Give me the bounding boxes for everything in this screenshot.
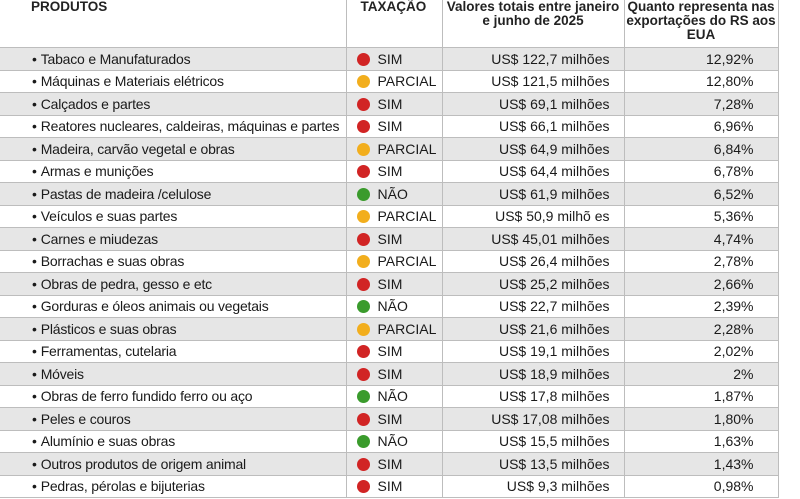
bullet-icon: • [32,388,37,405]
header-taxacao: TAXAÇÃO [346,0,442,48]
taxation-cell [346,160,442,183]
status-dot-icon [357,188,370,201]
taxation-cell [346,183,442,206]
taxation-cell [346,48,442,71]
status-dot-icon [357,458,370,471]
header-produtos: PRODUTOS [0,0,346,48]
percent-cell: 1,43% [624,453,778,476]
percent-cell: 5,36% [624,205,778,228]
header-gap [778,0,800,48]
gap-cell [778,250,800,273]
taxation-status: SIM [377,230,403,247]
value-cell: US$ 122,7 milhões [442,48,624,71]
table-row [0,363,800,386]
header-valores: Valores totais entre janeiro e junho de 2025 [442,0,624,48]
product-name: Madeira, carvão vegetal e obras [40,140,235,157]
gap-cell [778,205,800,228]
bullet-icon: • [32,230,37,247]
bullet-icon: • [32,478,37,495]
table-row [0,340,800,363]
product-cell [0,183,346,206]
bullet-icon: • [32,73,37,90]
table-row [0,228,800,251]
taxation-cell [346,430,442,453]
taxation-status: SIM [377,365,403,382]
percent-cell: 2% [624,363,778,386]
value-cell: US$ 61,9 milhões [442,183,624,206]
percent-cell: 1,87% [624,385,778,408]
taxation-cell [346,295,442,318]
product-cell [0,48,346,71]
product-cell [0,408,346,431]
gap-cell [778,340,800,363]
value-cell: US$ 50,9 milhõ es [442,205,624,228]
percent-cell: 2,78% [624,250,778,273]
percent-cell: 6,96% [624,115,778,138]
status-dot-icon [357,75,370,88]
status-dot-icon [357,165,370,178]
taxation-status: NÃO [377,185,408,202]
gap-cell [778,295,800,318]
percent-cell: 0,98% [624,475,778,498]
status-dot-icon [357,53,370,66]
product-name: Obras de ferro fundido ferro ou aço [40,388,253,405]
taxation-cell [346,228,442,251]
taxation-cell [346,318,442,341]
product-cell [0,228,346,251]
table-body [0,48,800,498]
taxation-status: SIM [377,95,403,112]
value-cell: US$ 17,8 milhões [442,385,624,408]
product-cell [0,205,346,228]
status-dot-icon [357,390,370,403]
product-cell [0,250,346,273]
bullet-icon: • [32,410,37,427]
bullet-icon: • [32,253,37,270]
taxation-status: PARCIAL [377,140,437,157]
taxation-status: PARCIAL [377,73,437,90]
table-header [0,0,800,48]
status-dot-icon [357,255,370,268]
bullet-icon: • [32,343,37,360]
taxation-cell [346,363,442,386]
product-cell [0,160,346,183]
gap-cell [778,70,800,93]
taxation-status: PARCIAL [377,253,437,270]
status-dot-icon [357,98,370,111]
table-row [0,138,800,161]
percent-cell: 2,28% [624,318,778,341]
taxation-cell [346,453,442,476]
status-dot-icon [357,300,370,313]
percent-cell: 6,52% [624,183,778,206]
taxation-status: SIM [377,163,403,180]
value-cell: US$ 121,5 milhões [442,70,624,93]
percent-cell: 6,78% [624,160,778,183]
table-row [0,475,800,498]
product-cell [0,93,346,116]
product-name: Plásticos e suas obras [40,320,177,337]
gap-cell [778,453,800,476]
product-name: Calçados e partes [40,95,151,112]
product-cell [0,115,346,138]
gap-cell [778,183,800,206]
percent-cell: 12,92% [624,48,778,71]
status-dot-icon [357,435,370,448]
table-row [0,115,800,138]
percent-cell: 1,80% [624,408,778,431]
taxation-status: SIM [377,50,403,67]
product-name: Pastas de madeira /celulose [40,185,212,202]
gap-cell [778,138,800,161]
product-cell [0,340,346,363]
bullet-icon: • [32,185,37,202]
product-cell [0,138,346,161]
percent-cell: 12,80% [624,70,778,93]
value-cell: US$ 17,08 milhões [442,408,624,431]
gap-cell [778,115,800,138]
taxation-status: SIM [377,343,403,360]
product-name: Reatores nucleares, caldeiras, máquinas e partes [40,118,340,135]
table-row [0,93,800,116]
taxation-status: SIM [377,455,403,472]
value-cell: US$ 13,5 milhões [442,453,624,476]
bullet-icon: • [32,140,37,157]
product-name: Alumínio e suas obras [40,433,176,450]
value-cell: US$ 15,5 milhões [442,430,624,453]
product-cell [0,385,346,408]
status-dot-icon [357,413,370,426]
status-dot-icon [357,323,370,336]
product-cell [0,453,346,476]
product-cell [0,273,346,296]
taxation-cell [346,385,442,408]
value-cell: US$ 64,4 milhões [442,160,624,183]
percent-cell: 7,28% [624,93,778,116]
value-cell: US$ 21,6 milhões [442,318,624,341]
status-dot-icon [357,233,370,246]
value-cell: US$ 64,9 milhões [442,138,624,161]
taxation-cell [346,273,442,296]
status-dot-icon [357,368,370,381]
product-cell [0,475,346,498]
taxation-cell [346,70,442,93]
percent-cell: 2,02% [624,340,778,363]
bullet-icon: • [32,455,37,472]
gap-cell [778,385,800,408]
table-row [0,408,800,431]
taxation-status: PARCIAL [377,320,437,337]
taxation-status: NÃO [377,298,408,315]
value-cell: US$ 69,1 milhões [442,93,624,116]
gap-cell [778,228,800,251]
percent-cell: 6,84% [624,138,778,161]
header-quanto: Quanto representa nas exportações do RS aos EUA [624,0,778,48]
taxation-cell [346,408,442,431]
percent-cell: 4,74% [624,228,778,251]
gap-cell [778,93,800,116]
taxation-status: SIM [377,478,403,495]
bullet-icon: • [32,298,37,315]
status-dot-icon [357,210,370,223]
table-row [0,48,800,71]
table-row [0,183,800,206]
taxation-status: SIM [377,410,403,427]
value-cell: US$ 26,4 milhões [442,250,624,273]
value-cell: US$ 45,01 milhões [442,228,624,251]
taxation-status: SIM [377,275,403,292]
bullet-icon: • [32,365,37,382]
value-cell: US$ 9,3 milhões [442,475,624,498]
value-cell: US$ 18,9 milhões [442,363,624,386]
taxation-cell [346,115,442,138]
bullet-icon: • [32,275,37,292]
percent-cell: 1,63% [624,430,778,453]
table-row [0,160,800,183]
table-row [0,453,800,476]
table-row [0,295,800,318]
taxation-status: NÃO [377,433,408,450]
percent-cell: 2,66% [624,273,778,296]
gap-cell [778,430,800,453]
value-cell: US$ 66,1 milhões [442,115,624,138]
bullet-icon: • [32,433,37,450]
product-name: Móveis [40,365,84,382]
product-name: Outros produtos de origem animal [40,455,246,472]
product-name: Carnes e miudezas [40,230,158,247]
gap-cell [778,318,800,341]
gap-cell [778,475,800,498]
bullet-icon: • [32,163,37,180]
table-row [0,273,800,296]
taxation-status: SIM [377,118,403,135]
product-name: Borrachas e suas obras [40,253,185,270]
taxation-cell [346,138,442,161]
taxation-status: NÃO [377,388,408,405]
product-cell [0,430,346,453]
gap-cell [778,273,800,296]
product-cell [0,363,346,386]
taxation-cell [346,475,442,498]
table-row [0,385,800,408]
bullet-icon: • [32,320,37,337]
table-row [0,430,800,453]
product-name: Gorduras e óleos animais ou vegetais [40,298,269,315]
status-dot-icon [357,480,370,493]
product-name: Peles e couros [40,410,131,427]
bullet-icon: • [32,118,37,135]
product-cell [0,70,346,93]
product-cell [0,295,346,318]
percent-cell: 2,39% [624,295,778,318]
status-dot-icon [357,143,370,156]
taxation-status: PARCIAL [377,208,437,225]
bullet-icon: • [32,95,37,112]
taxation-cell [346,250,442,273]
product-name: Tabaco e Manufaturados [40,50,191,67]
table-row [0,205,800,228]
value-cell: US$ 25,2 milhões [442,273,624,296]
taxation-cell [346,340,442,363]
status-dot-icon [357,278,370,291]
taxation-cell [346,205,442,228]
product-name: Veículos e suas partes [40,208,178,225]
status-dot-icon [357,120,370,133]
bullet-icon: • [32,208,37,225]
gap-cell [778,363,800,386]
product-name: Pedras, pérolas e bijuterias [40,478,205,495]
table-row [0,250,800,273]
gap-cell [778,160,800,183]
bullet-icon: • [32,50,37,67]
taxation-cell [346,93,442,116]
product-name: Armas e munições [40,163,154,180]
product-name: Máquinas e Materiais elétricos [40,73,224,90]
product-name: Obras de pedra, gesso e etc [40,275,212,292]
product-name: Ferramentas, cutelaria [40,343,177,360]
table-row [0,318,800,341]
value-cell: US$ 19,1 milhões [442,340,624,363]
gap-cell [778,48,800,71]
table-row [0,70,800,93]
product-cell [0,318,346,341]
status-dot-icon [357,345,370,358]
value-cell: US$ 22,7 milhões [442,295,624,318]
gap-cell [778,408,800,431]
